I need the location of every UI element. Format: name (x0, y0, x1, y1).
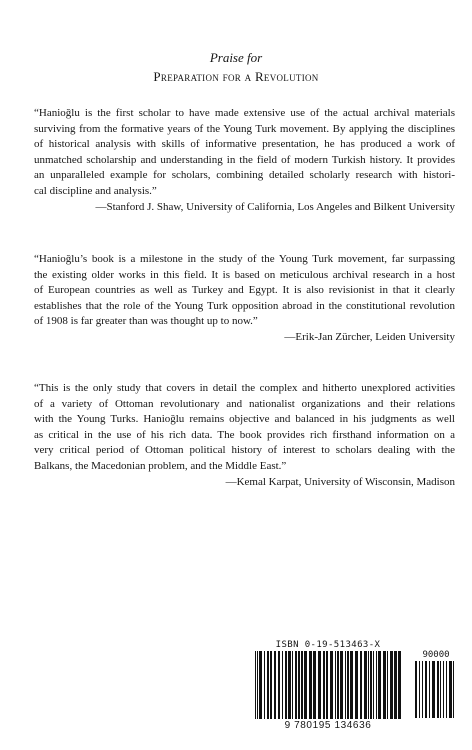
price-addon-barcode-icon (415, 661, 457, 718)
blurb-line: very critical period of Ottoman political history of interest to scholars dealing with the (34, 444, 455, 457)
blurb-zurcher (34, 252, 455, 346)
price-code: 90000 (422, 650, 450, 660)
blurb-line: of 1908 is far greater than was thought up to now.” (34, 315, 258, 328)
isbn-number: ISBN 0-19-513463-X (275, 640, 381, 650)
blurb-line: surviving from the formative years of the Young Turk movement. By applying the disciplines (34, 122, 455, 135)
blurb-attribution: —Stanford J. Shaw, University of California, Los Angeles and Bilkent University (95, 200, 455, 213)
praise-for-label: Praise for (209, 50, 263, 65)
blurb-line: “This is the only study that covers in detail the complex and hitherto unexplored activities (34, 382, 455, 394)
blurb-karpat (34, 381, 455, 490)
blurb-line: with the Young Turks. Hanioğlu remains objective and balanced in his judgments as well (34, 413, 455, 426)
blurb-line: as critical in the use of his rich data. The book provides rich firsthand information on a (34, 428, 455, 441)
blurb-line: of historical analysis with skills of informative presentation, he has produced a work of (34, 138, 455, 151)
ean-digits: 9 780195 134636 (284, 720, 372, 731)
praise-header (0, 50, 472, 85)
blurb-line: of European countries as well as Turkey and Egypt. It is also revisionist in that it clearly (34, 284, 455, 297)
blurb-attribution: —Kemal Karpat, University of Wisconsin, Madison (225, 475, 455, 488)
blurb-line: Balkans, the Macedonian problem, and the Middle East.” (34, 459, 287, 472)
ean-barcode-icon (255, 651, 401, 719)
blurb-line: cal discipline and analysis.” (34, 184, 157, 197)
blurb-line: “Hanioğlu’s book is a milestone in the study of the Young Turk movement, far surpassing (34, 253, 455, 265)
blurb-attribution: —Erik-Jan Zürcher, Leiden University (284, 330, 455, 343)
blurb-line: “Hanioğlu is the first scholar to have made extensive use of the actual archival materials (34, 107, 455, 119)
blurb-line: the existing older works in this field. It is based on meticulous archival research in a host (34, 268, 455, 281)
blurb-line: an unparalleled example for scholars, combining detailed scholarly research with histori- (34, 169, 455, 182)
isbn-barcode-block (253, 640, 459, 738)
blurb-shaw (34, 106, 455, 215)
blurb-line: establishes that the role of the Young Turk opposition abroad in the constitutional revolution (34, 299, 455, 312)
book-title: Preparation for a Revolution (153, 69, 319, 84)
blurb-line: unmatched scholarship and understanding in the field of modern Turkish history. It provides (34, 153, 455, 166)
blurb-line: of a variety of Ottoman revolutionary and nationalist organizations and their relations (34, 397, 455, 410)
